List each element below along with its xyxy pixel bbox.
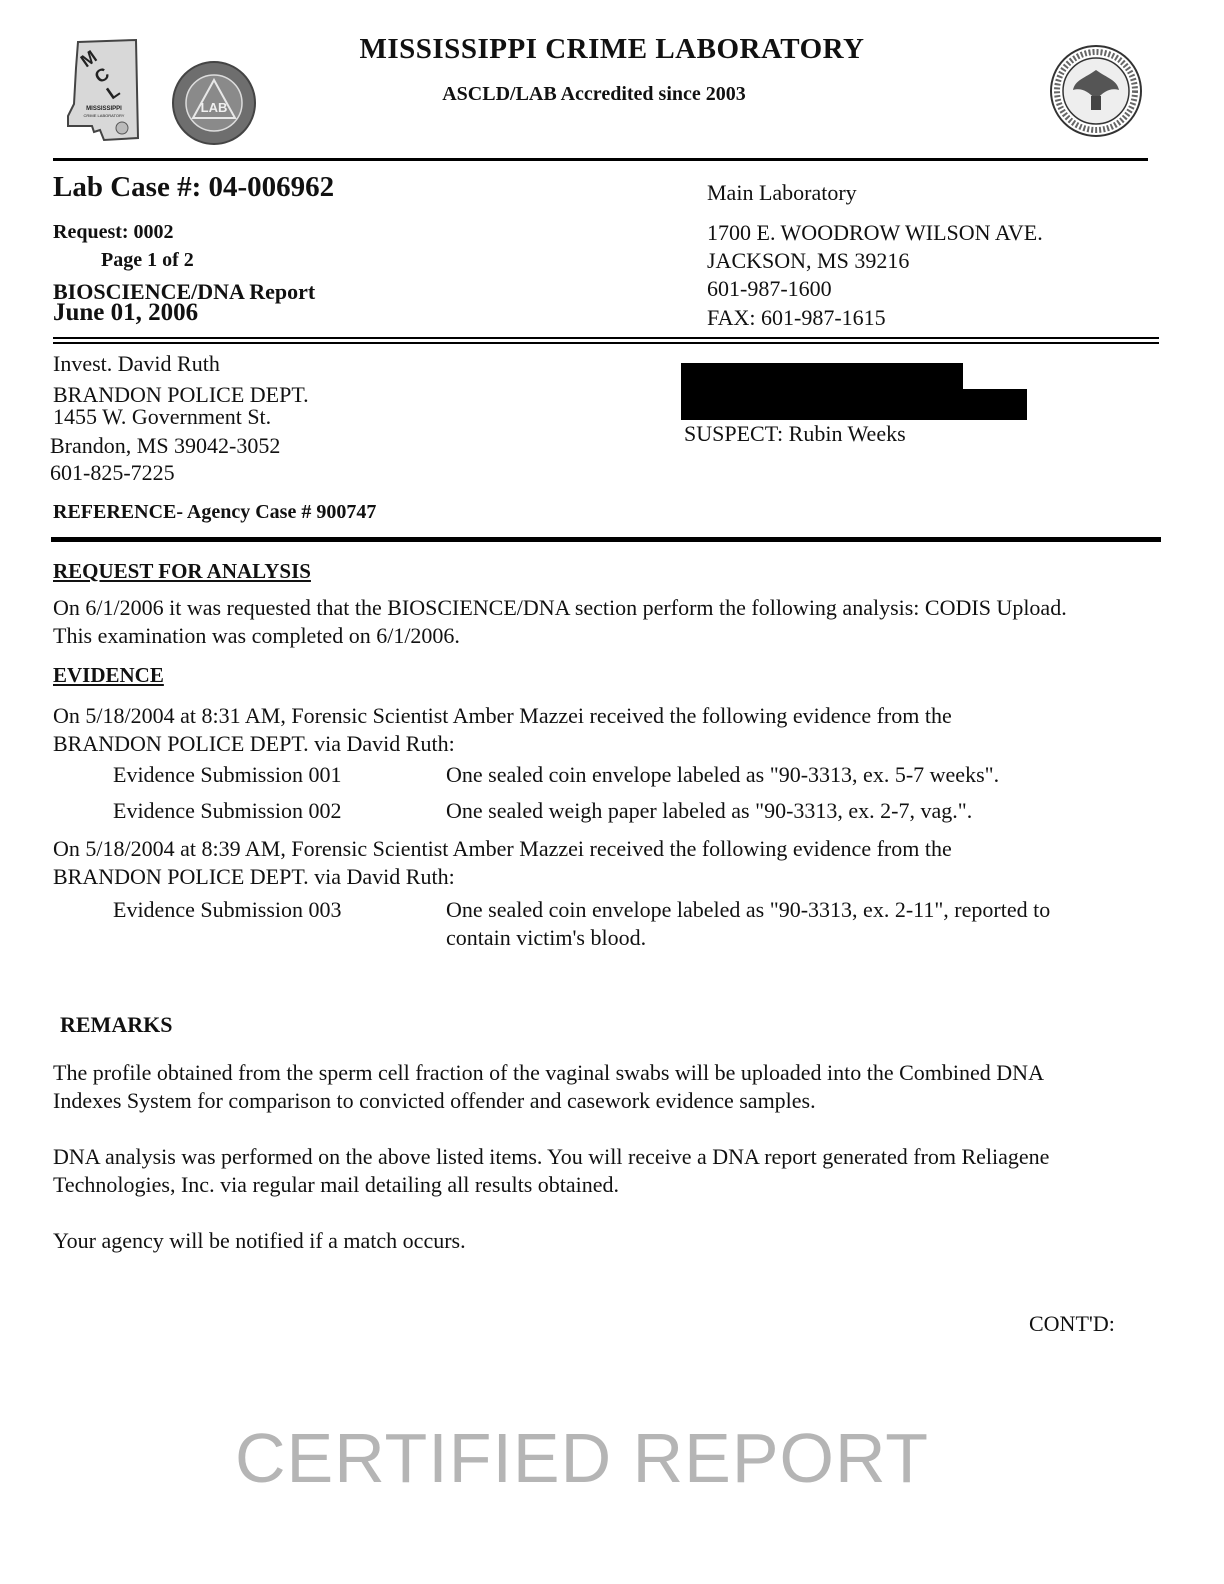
evidence-intro: On 5/18/2004 at 8:39 AM, Forensic Scientist Amber Mazzei received the following evidence from the xyxy=(53,836,952,861)
page-indicator: Page 1 of 2 xyxy=(101,249,194,271)
redaction-block xyxy=(681,363,963,391)
remarks-text-line: Indexes System for comparison to convicted offender and casework evidence samples. xyxy=(53,1088,816,1113)
header-divider xyxy=(53,158,1148,161)
agency-street: 1455 W. Government St. xyxy=(53,404,272,429)
remarks-heading: REMARKS xyxy=(60,1012,173,1037)
mcl-logo-c: C xyxy=(90,63,113,88)
address-divider-top xyxy=(53,337,1159,339)
lab-case-number: Lab Case #: 04-006962 xyxy=(53,171,335,203)
evidence-submission-label: Evidence Submission 001 xyxy=(113,762,342,787)
evidence-submission-desc: One sealed coin envelope labeled as "90-3313, ex. 2-11", reported to xyxy=(446,897,1051,922)
request-text-line: This examination was completed on 6/1/2006. xyxy=(53,623,460,648)
lab-phone: 601-987-1600 xyxy=(707,276,832,301)
page-title: MISSISSIPPI CRIME LABORATORY xyxy=(359,33,865,65)
request-number: Request: 0002 xyxy=(53,221,174,243)
request-heading: REQUEST FOR ANALYSIS xyxy=(53,559,311,583)
reference-divider xyxy=(51,537,1161,542)
evidence-submission-label: Evidence Submission 002 xyxy=(113,798,342,823)
lab-name: Main Laboratory xyxy=(707,180,857,205)
evidence-heading: EVIDENCE xyxy=(53,663,164,687)
agency-department: BRANDON POLICE DEPT. xyxy=(53,382,309,407)
remarks-text-line: Technologies, Inc. via regular mail detailing all results obtained. xyxy=(53,1172,620,1197)
agency-reference: REFERENCE- Agency Case # 900747 xyxy=(53,501,377,523)
address-divider-bottom xyxy=(53,342,1159,344)
svg-text:LAB: LAB xyxy=(200,100,228,115)
investigator: Invest. David Ruth xyxy=(53,351,220,376)
agency-city: Brandon, MS 39042-3052 xyxy=(50,433,281,458)
lab-city: JACKSON, MS 39216 xyxy=(707,248,910,273)
report-date: June 01, 2006 xyxy=(53,299,199,326)
evidence-intro: On 5/18/2004 at 8:31 AM, Forensic Scientist Amber Mazzei received the following evidence from the xyxy=(53,703,952,728)
remarks-text-line: The profile obtained from the sperm cell fraction of the vaginal swabs will be uploaded into the Combined DNA xyxy=(53,1060,1044,1085)
evidence-intro: BRANDON POLICE DEPT. via David Ruth: xyxy=(53,864,455,889)
request-text-line: On 6/1/2006 it was requested that the BIOSCIENCE/DNA section perform the following analysis: CODIS Upload. xyxy=(53,595,1067,620)
continued-marker: CONT'D: xyxy=(1029,1311,1115,1336)
lab-fax: FAX: 601-987-1615 xyxy=(707,305,886,330)
certified-watermark: CERTIFIED REPORT xyxy=(234,1419,930,1497)
remarks-text-line: Your agency will be notified if a match occurs. xyxy=(53,1228,466,1253)
report-type: BIOSCIENCE/DNA Report xyxy=(53,279,316,304)
svg-text:MISSISSIPPI: MISSISSIPPI xyxy=(86,106,122,112)
suspect-name: SUSPECT: Rubin Weeks xyxy=(684,421,906,446)
mcl-logo-l: L xyxy=(102,80,124,104)
evidence-submission-desc: One sealed coin envelope labeled as "90-3313, ex. 5-7 weeks". xyxy=(446,762,1000,787)
mcl-logo-m: M xyxy=(76,46,101,72)
evidence-submission-label: Evidence Submission 003 xyxy=(113,897,342,922)
redaction-block xyxy=(681,389,1027,420)
accreditation-line: ASCLD/LAB Accredited since 2003 xyxy=(442,83,746,105)
agency-phone: 601-825-7225 xyxy=(50,460,175,485)
evidence-submission-desc: One sealed weigh paper labeled as "90-3313, ex. 2-7, vag.". xyxy=(446,798,973,823)
remarks-text-line: DNA analysis was performed on the above listed items. You will receive a DNA report generated from Reliagene xyxy=(53,1144,1050,1169)
evidence-intro: BRANDON POLICE DEPT. via David Ruth: xyxy=(53,731,455,756)
lab-street: 1700 E. WOODROW WILSON AVE. xyxy=(707,220,1043,245)
svg-text:CRIME LABORATORY: CRIME LABORATORY xyxy=(83,113,125,118)
evidence-submission-desc: contain victim's blood. xyxy=(446,925,647,950)
